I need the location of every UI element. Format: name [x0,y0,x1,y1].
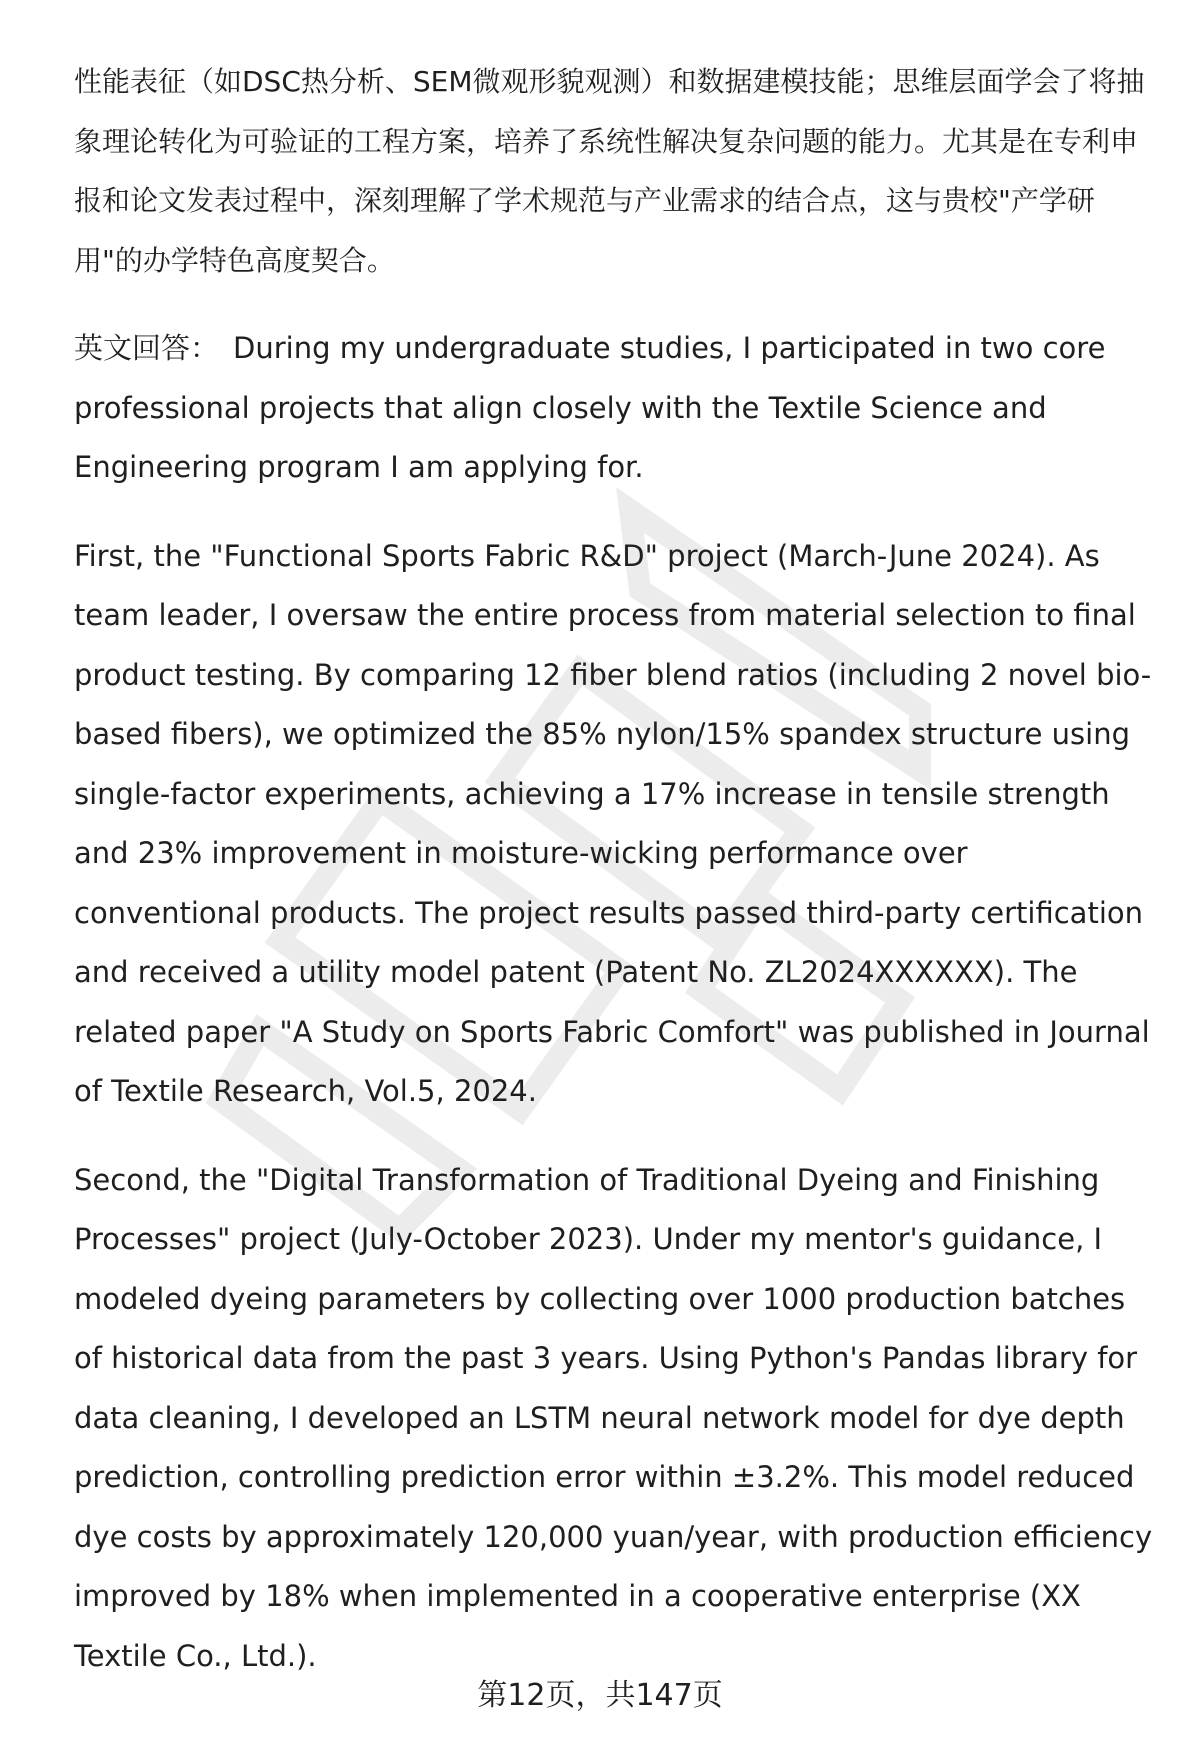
english-intro-text: During my undergraduate studies, I participated in two core professional projects that align closely with the Textile Science and Engineering program I am applying for. [74,331,1106,484]
paragraph-english-intro [74,319,1160,498]
paragraph-first-project: First, the "Functional Sports Fabric R&D" project (March-June 2024). As team leader, I oversaw the entire process from material selection to final product testing. By comparing 12 fiber blend ratios (including 2 novel bio-based fibers), we optimized the 85% nylon/15% spandex structure using single-factor experiments, achieving a 17% increase in tensile strength and 23% improvement in moisture-wicking performance over conventional products. The project results passed third-party certification and received a utility model patent (Patent No. ZL2024XXXXXX). The related paper "A Study on Sports Fabric Comfort" was published in Journal of Textile Research, Vol.5, 2024. [74,538,1152,1108]
paragraph-chinese-skills: 性能表征（如DSC热分析、SEM微观形貌观测）和数据建模技能；思维层面学会了将抽象理论转化为可验证的工程方案，培养了系统性解决复杂问题的能力。尤其是在专利申报和论文发表过程中，深刻理解了学术规范与产业需求的结合点，这与贵校"产学研用"的办学特色高度契合。 [74,65,1145,277]
english-answer-label: 英文回答： [74,331,220,365]
page-footer-number: 第12页，共147页 [477,1678,723,1713]
document-body [74,52,1160,1686]
paragraph-second-project: Second, the "Digital Transformation of Traditional Dyeing and Finishing Processes" project (July-October 2023). Under my mentor's guidance, I modeled dyeing parameters by collecting over 1000 production batches of historical data from the past 3 years. Using Python's Pandas library for data cleaning, I developed an LSTM neural network model for dye depth prediction, controlling prediction error within ±3.2%. This model reduced dye costs by approximately 120,000 yuan/year, with production efficiency improved by 18% when implemented in a cooperative enterprise (XX Textile Co., Ltd.). [74,1162,1153,1673]
